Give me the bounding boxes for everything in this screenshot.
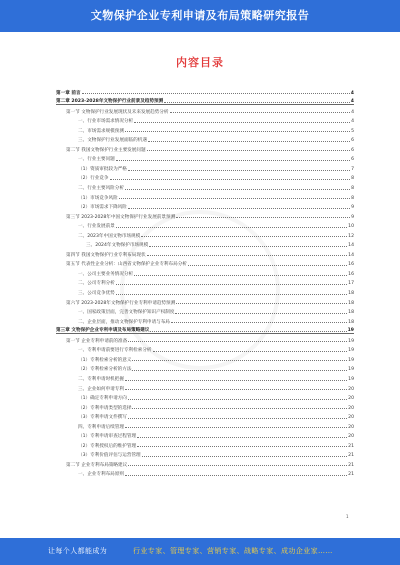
toc-entry-title: （2）专利申请类型的选择 xyxy=(78,405,132,411)
toc-dot-leader xyxy=(128,341,347,342)
toc-entry-title: （3）专利申请文件撰写 xyxy=(78,415,127,421)
toc-entry-title: 一、专利申请前要进行专利检索分析 xyxy=(78,348,152,354)
toc-entry[interactable] xyxy=(56,277,354,287)
toc-entry-page: 6 xyxy=(351,138,354,144)
toc-dot-leader xyxy=(134,275,347,276)
toc-entry[interactable] xyxy=(56,468,354,478)
toc-entry-page: 17 xyxy=(348,281,354,287)
toc-entry-title: 第三节 2023-2028年中国文物保护行业发展前景预测 xyxy=(66,214,176,220)
toc-entry-title: 第一章 前言 xyxy=(56,90,81,96)
toc-entry[interactable] xyxy=(56,210,354,220)
toc-entry-title: 一、公司主要业务情况分析 xyxy=(78,271,134,277)
toc-entry-title: 第一节 文物保护行业发展现状及未来发展趋势分析 xyxy=(66,109,169,115)
toc-entry-title: 二、市场需求规模预测 xyxy=(78,128,124,134)
toc-entry[interactable] xyxy=(56,286,354,296)
toc-entry-title: 一、行业主要问题 xyxy=(78,157,115,163)
toc-entry[interactable] xyxy=(56,239,354,249)
toc-entry-title: 二、企业层面，推动文物保护专利申请与布局 xyxy=(78,319,170,325)
toc-entry[interactable] xyxy=(56,420,354,430)
toc-entry[interactable] xyxy=(56,392,354,402)
toc-entry-title: 第一节 企业专利申请前的准备 xyxy=(66,338,128,344)
toc-entry-page: 19 xyxy=(348,357,354,363)
toc-entry-page: 21 xyxy=(348,472,354,478)
toc-dot-leader xyxy=(141,236,347,237)
toc-entry-title: 三、公司竞争优势 xyxy=(78,291,115,297)
toc-entry-page: 7 xyxy=(351,166,354,172)
toc-entry-title: （1）确定专利申请方向 xyxy=(78,396,127,402)
toc-dot-leader xyxy=(147,150,351,151)
toc-dot-leader xyxy=(149,246,347,247)
toc-dot-leader xyxy=(110,179,351,180)
toc-entry-title: 三、企业如何申请专利 xyxy=(78,386,124,392)
toc-dot-leader xyxy=(153,351,348,352)
toc-dot-leader xyxy=(188,265,347,266)
toc-dot-leader xyxy=(128,418,347,419)
toc-entry[interactable] xyxy=(56,115,354,125)
toc-entry-page: 9 xyxy=(351,214,354,220)
toc-entry-page: 6 xyxy=(351,147,354,153)
toc-entry-page: 18 xyxy=(348,310,354,316)
toc-entry[interactable] xyxy=(56,334,354,344)
toc-entry-title: 第四节 我国文物保护行业专利布局现状 xyxy=(66,252,146,258)
toc-entry-title: （1）市场竞争风险 xyxy=(78,195,118,201)
toc-entry-page: 4 xyxy=(351,119,354,125)
toc-entry-title: 一、国家政策层面，完善文物保护知识产权制度 xyxy=(78,310,175,316)
toc-entry-page: 4 xyxy=(350,90,354,96)
toc-entry[interactable] xyxy=(56,220,354,230)
toc-entry[interactable] xyxy=(56,382,354,392)
footer-slogan-right: 行业专家、管理专家、营销专家、战略专家、成功企业家…… xyxy=(133,547,333,555)
toc-entry-page: 19 xyxy=(348,376,354,382)
toc-entry-page: 8 xyxy=(351,186,354,192)
toc-entry[interactable] xyxy=(56,258,354,268)
page-number: 1 xyxy=(346,514,349,519)
toc-entry-page: 14 xyxy=(348,252,354,258)
toc-entry[interactable] xyxy=(56,439,354,449)
toc-dot-leader xyxy=(116,284,347,285)
toc-dot-leader xyxy=(125,189,350,190)
toc-entry-page: 8 xyxy=(351,195,354,201)
toc-entry-title: 二、2023年中国文物市场规模 xyxy=(78,233,141,239)
toc-entry-page: 20 xyxy=(348,405,354,411)
toc-entry-page: 21 xyxy=(348,443,354,449)
toc-entry-title: 一、行业发展前景 xyxy=(78,224,115,230)
toc-entry[interactable] xyxy=(56,411,354,421)
toc-entry-page: 18 xyxy=(348,291,354,297)
toc-dot-leader xyxy=(132,370,347,371)
toc-entry-page: 8 xyxy=(351,176,354,182)
toc-entry-page: 19 xyxy=(348,338,354,344)
toc-dot-leader xyxy=(116,227,347,228)
toc-entry-title: 二、专利申请时机把握 xyxy=(78,376,124,382)
toc-entry-page: 18 xyxy=(348,319,354,325)
toc-entry[interactable] xyxy=(56,191,354,201)
toc-entry[interactable] xyxy=(56,306,354,316)
toc-entry[interactable] xyxy=(56,344,354,354)
toc-entry[interactable] xyxy=(56,105,354,115)
toc-entry-page: 18 xyxy=(348,300,354,306)
toc-entry-title: 二、行业主要风险分析 xyxy=(78,186,124,192)
toc-entry-page: 20 xyxy=(348,434,354,440)
toc-entry-page: 19 xyxy=(348,367,354,373)
toc-entry-title: （1）资质审批较为严格 xyxy=(78,166,127,172)
toc-dot-leader xyxy=(119,198,350,199)
toc-entry-title: （2）市场需求下降风险 xyxy=(78,205,127,211)
toc-entry-title: 三、2024年文物保护市场规模 xyxy=(86,243,149,249)
toc-entry-page: 9 xyxy=(351,205,354,211)
toc-entry-title: 一、企业专利布局原则 xyxy=(78,472,124,478)
toc-entry-page: 14 xyxy=(348,243,354,249)
toc-entry-page: 20 xyxy=(348,386,354,392)
toc-dot-leader xyxy=(150,331,346,332)
toc-dot-leader xyxy=(171,322,347,323)
toc-dot-leader xyxy=(132,408,347,409)
toc-entry[interactable] xyxy=(56,86,354,96)
toc-dot-leader xyxy=(128,399,347,400)
toc-entry-title: 第二节 企业专利布局策略建议 xyxy=(66,462,128,468)
toc-dot-leader xyxy=(82,93,350,94)
toc-entry[interactable] xyxy=(56,353,354,363)
toc-dot-leader xyxy=(176,217,350,218)
toc-dot-leader xyxy=(134,122,350,123)
toc-entry-page: 16 xyxy=(348,262,354,268)
toc-entry-page: 21 xyxy=(348,453,354,459)
toc-dot-leader xyxy=(125,475,347,476)
toc-entry-title: 二、公司专利分析 xyxy=(78,281,115,287)
toc-entry[interactable] xyxy=(56,248,354,258)
toc-entry-title: （1）专利检索分析的意义 xyxy=(78,357,132,363)
toc-entry[interactable] xyxy=(56,458,354,468)
toc-dot-leader xyxy=(128,465,347,466)
toc-entry[interactable] xyxy=(56,372,354,382)
toc-dot-leader xyxy=(125,380,347,381)
toc-entry[interactable] xyxy=(56,172,354,182)
toc-dot-leader xyxy=(142,456,347,457)
toc-dot-leader xyxy=(128,170,350,171)
toc-entry[interactable] xyxy=(56,201,354,211)
toc-entry[interactable] xyxy=(56,96,354,106)
toc-dot-leader xyxy=(147,255,348,256)
toc-entry-page: 20 xyxy=(348,424,354,430)
toc-dot-leader xyxy=(125,389,347,390)
toc-dot-leader xyxy=(116,294,347,295)
toc-entry-title: （1）专利申请审查过程管理 xyxy=(78,434,137,440)
toc-entry-title: （2）专利授权后的维护管理 xyxy=(78,443,137,449)
toc-entry-page: 10 xyxy=(348,224,354,230)
toc-dot-leader xyxy=(125,131,350,132)
toc-entry-page: 19 xyxy=(347,328,354,334)
toc-entry[interactable] xyxy=(56,315,354,325)
toc-dot-leader xyxy=(116,160,350,161)
toc-entry-title: （3）专利价值评估与运营管理 xyxy=(78,453,141,459)
toc-entry-page: 20 xyxy=(348,415,354,421)
toc-dot-leader xyxy=(137,437,347,438)
toc-entry[interactable] xyxy=(56,363,354,373)
toc-entry[interactable] xyxy=(56,430,354,440)
toc-dot-leader xyxy=(125,427,347,428)
toc-entry[interactable] xyxy=(56,143,354,153)
toc-entry-page: 21 xyxy=(348,462,354,468)
toc-entry-page: 4 xyxy=(351,109,354,115)
toc-dot-leader xyxy=(176,303,347,304)
toc-entry[interactable] xyxy=(56,401,354,411)
toc-dot-leader xyxy=(170,112,351,113)
toc-entry-title: 一、行业市场需求情况分析 xyxy=(78,119,134,125)
toc-entry-title: 三、文物保护行业发展面临的机遇 xyxy=(78,138,147,144)
report-title: 文物保护企业专利申请及布局策略研究报告 xyxy=(90,9,310,22)
toc-dot-leader xyxy=(164,102,350,103)
toc-entry[interactable] xyxy=(56,153,354,163)
table-of-contents xyxy=(56,86,354,477)
toc-dot-leader xyxy=(175,313,347,314)
toc-entry-page: 20 xyxy=(348,396,354,402)
toc-entry[interactable] xyxy=(56,296,354,306)
toc-entry[interactable] xyxy=(56,134,354,144)
toc-entry[interactable] xyxy=(56,162,354,172)
toc-entry-page: 12 xyxy=(348,233,354,239)
toc-entry-title: 第二章 2023-2028年文物保护行业前景及趋势预测 xyxy=(56,99,164,105)
toc-entry[interactable] xyxy=(56,181,354,191)
footer-slogan-left: 让每个人都能成为 xyxy=(48,547,108,555)
toc-entry-title: 第六节 2023-2028年文物保护行业专利申请趋势预测 xyxy=(66,300,176,306)
toc-entry[interactable] xyxy=(56,124,354,134)
toc-entry-page: 19 xyxy=(348,348,354,354)
toc-entry-page: 16 xyxy=(348,271,354,277)
toc-dot-leader xyxy=(128,208,350,209)
toc-entry-title: 第五节 代表性企业分析：山西省文物保护企业专利布局分析 xyxy=(66,262,187,268)
toc-entry-title: 第三章 文物保护企业专利申请及布局策略建议 xyxy=(56,328,150,334)
toc-entry-title: （2）行业竞争 xyxy=(78,176,109,182)
toc-entry-title: （2）专利检索分析的方法 xyxy=(78,367,132,373)
toc-entry[interactable] xyxy=(56,449,354,459)
toc-dot-leader xyxy=(132,360,347,361)
toc-entry[interactable] xyxy=(56,325,354,335)
toc-entry[interactable] xyxy=(56,267,354,277)
toc-entry-page: 5 xyxy=(351,128,354,134)
toc-entry-page: 4 xyxy=(350,99,354,105)
toc-entry-title: 第二节 我国文物保护行业主要发展问题 xyxy=(66,147,146,153)
toc-dot-leader xyxy=(148,141,350,142)
toc-entry[interactable] xyxy=(56,229,354,239)
toc-entry-title: 四、专利申请后续管理 xyxy=(78,424,124,430)
toc-entry-page: 6 xyxy=(351,157,354,163)
toc-heading: 内容目录 xyxy=(176,56,224,69)
toc-dot-leader xyxy=(137,446,347,447)
